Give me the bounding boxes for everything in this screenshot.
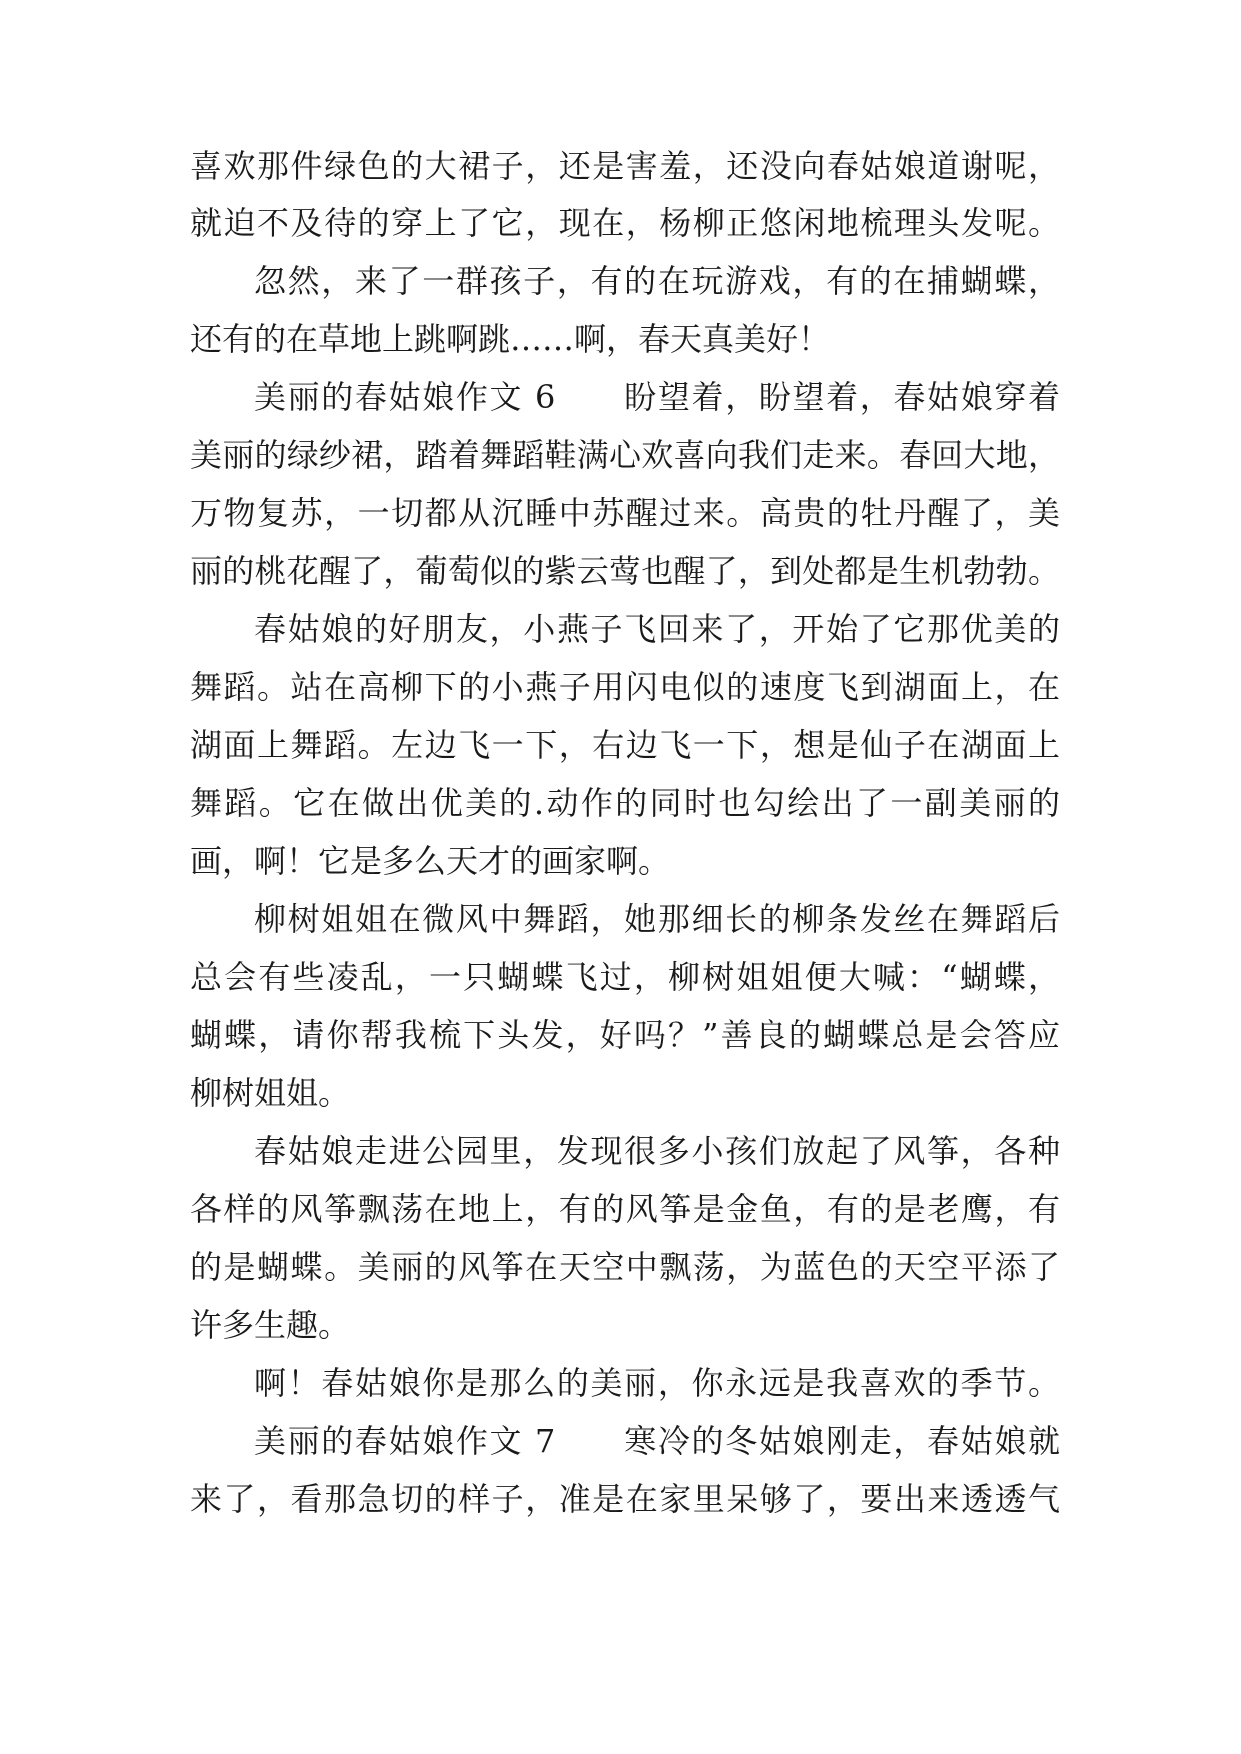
text-line: 美丽的春姑娘作文 6 盼望着，盼望着，春姑娘穿着: [254, 378, 1060, 416]
text-line: 各样的风筝飘荡在地上，有的风筝是金鱼，有的是老鹰，有: [190, 1190, 1060, 1228]
text-line: 忽然，来了一群孩子，有的在玩游戏，有的在捕蝴蝶，: [254, 262, 1060, 300]
text-line: 春姑娘的好朋友，小燕子飞回来了，开始了它那优美的: [254, 610, 1060, 648]
text-line: 柳树姐姐在微风中舞蹈，她那细长的柳条发丝在舞蹈后: [254, 900, 1060, 938]
text-line: 的是蝴蝶。美丽的风筝在天空中飘荡，为蓝色的天空平添了: [190, 1248, 1060, 1286]
text-line: 柳树姐姐。: [190, 1074, 351, 1112]
text-line: 还有的在草地上跳啊跳……啊，春天真美好！: [190, 320, 831, 358]
text-line: 来了，看那急切的样子，准是在家里呆够了，要出来透透气: [190, 1480, 1060, 1518]
text-line: 蝴蝶，请你帮我梳下头发，好吗？”善良的蝴蝶总是会答应: [190, 1016, 1060, 1054]
text-line: 啊！春姑娘你是那么的美丽，你永远是我喜欢的季节。: [254, 1364, 1060, 1402]
text-line: 就迫不及待的穿上了它，现在，杨柳正悠闲地梳理头发呢。: [190, 204, 1060, 242]
text-line: 美丽的绿纱裙，踏着舞蹈鞋满心欢喜向我们走来。春回大地，: [190, 436, 1060, 474]
text-line: 湖面上舞蹈。左边飞一下，右边飞一下，想是仙子在湖面上: [190, 726, 1060, 764]
text-line: 春姑娘走进公园里，发现很多小孩们放起了风筝，各种: [254, 1132, 1060, 1170]
text-line: 喜欢那件绿色的大裙子，还是害羞，还没向春姑娘道谢呢，: [190, 147, 1060, 185]
text-line: 许多生趣。: [190, 1306, 351, 1344]
text-line: 美丽的春姑娘作文 7 寒冷的冬姑娘刚走，春姑娘就: [254, 1422, 1060, 1460]
text-line: 总会有些凌乱，一只蝴蝶飞过，柳树姐姐便大喊：“蝴蝶，: [190, 958, 1060, 996]
text-line: 舞蹈。它在做出优美的.动作的同时也勾绘出了一副美丽的: [190, 784, 1060, 822]
text-line: 画，啊！它是多么天才的画家啊。: [190, 842, 671, 880]
text-line: 丽的桃花醒了，葡萄似的紫云莺也醒了，到处都是生机勃勃。: [190, 552, 1060, 590]
text-line: 万物复苏，一切都从沉睡中苏醒过来。高贵的牡丹醒了，美: [190, 494, 1060, 532]
text-line: 舞蹈。站在高柳下的小燕子用闪电似的速度飞到湖面上，在: [190, 668, 1060, 706]
